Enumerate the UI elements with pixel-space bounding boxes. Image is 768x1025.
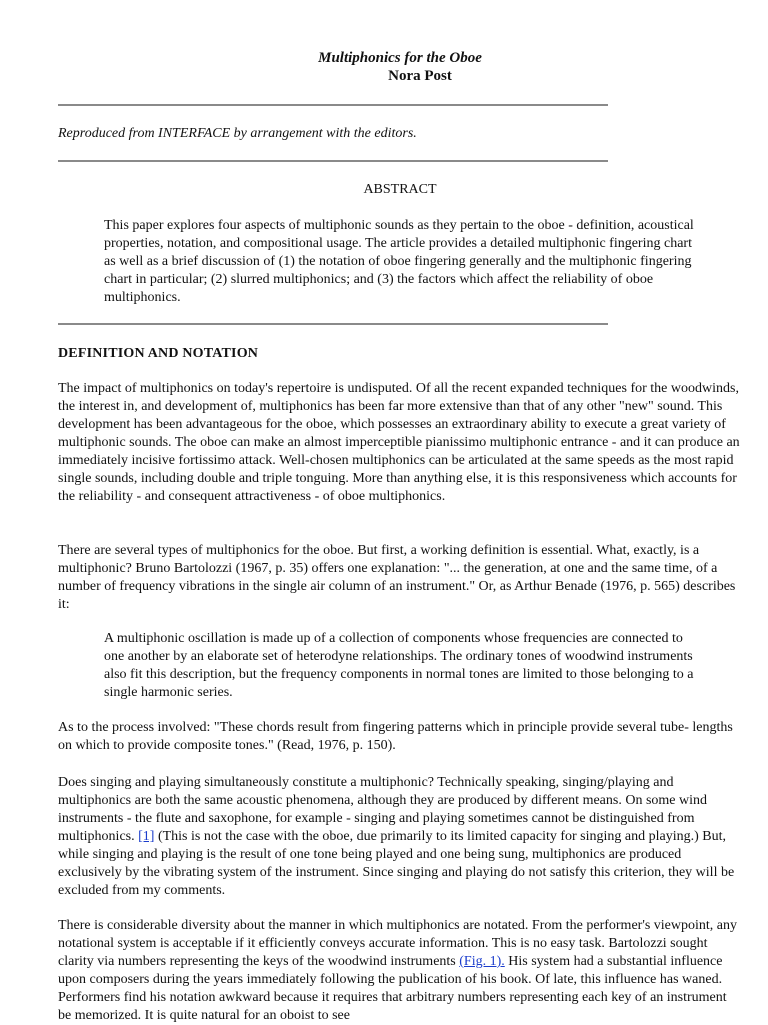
paper-author: Nora Post bbox=[388, 68, 452, 84]
abstract-text: This paper explores four aspects of multiphonic sounds as they pertain to the oboe - definition, acoustical properties, notation, and compositional usage. The article provides a detailed multiphonic fingering chart as well as a brief discussion of (1) the notation of oboe fingering generally and the multiphonic fingering chart in particular; (2) slurred multiphonics; and (3) the factors which affect the reliability of oboe multiphonics. bbox=[104, 218, 694, 305]
paragraph-2: There are several types of multiphonics for the oboe. But first, a working definition is essential. What, exactly, is a multiphonic? Bruno Bartolozzi (1967, p. 35) offers one explanation: "... the generation, at one and the same time, of a number of frequency vibrations in the single air column of an instrument." Or, as Arthur Benade (1976, p. 565) describes it: bbox=[58, 543, 736, 612]
section-heading: DEFINITION AND NOTATION bbox=[58, 346, 259, 361]
block-quote: A multiphonic oscillation is made up of a collection of components whose frequencies are connected to one another by an elaborate set of heterodyne relationships. The ordinary tones of woodwind instruments also fit this description, but the frequency components in normal tones are limited to those belonging to a single harmonic series. bbox=[104, 631, 694, 700]
footnote-link-1[interactable]: [1] bbox=[138, 829, 155, 844]
title-block bbox=[58, 49, 742, 85]
figure-1-link[interactable]: (Fig. 1). bbox=[459, 954, 505, 969]
paragraph-4-text-a: Does singing and playing simultaneously constitute a multiphonic? Technically speaking, singing/playing and multiphonics are both the same acoustic phenomena, although they are produced by different means. On some wind instruments - the flute and saxophone, for example - singing and playing sometimes cannot be distinguished from multiphonics. bbox=[58, 775, 708, 844]
paragraph-5 bbox=[58, 917, 742, 1025]
paragraph-4 bbox=[58, 774, 742, 900]
paragraph-5-text-b: His system had a substantial influence upon composers during the years immediately following the publication of his book. Of late, this influence has waned. Performers find his notation awkward because it requires that arbitrary numbers representing each key of an instrument be memorized. It is quite natural for an oboist to see bbox=[58, 954, 727, 1023]
paragraph-3: As to the process involved: "These chords result from fingering patterns which in principle provide several tube- lengths on which to provide composite tones." (Read, 1976, p. 150). bbox=[58, 720, 733, 753]
paragraph-1: The impact of multiphonics on today's repertoire is undisputed. Of all the recent expanded techniques for the woodwinds, the interest in, and development of, multiphonics has been far more extensive than that of any other "new" sound. This development has been advantageous for the oboe, which possesses an extraordinary ability to execute a great variety of multiphonic sounds. The oboe can make an almost imperceptible pianissimo multiphonic entrance - and it can produce an immediately incisive fortissimo attack. Well-chosen multiphonics can be articulated at the same speeds as the most rapid single sounds, including double and triple tonguing. More than anything else, it is this responsiveness which accounts for the reliability - and consequent attractiveness - of oboe multiphonics. bbox=[58, 381, 740, 504]
divider-middle bbox=[58, 160, 608, 162]
paper-title: Multiphonics for the Oboe bbox=[318, 50, 482, 66]
paragraph-5-text-a: There is considerable diversity about the manner in which multiphonics are notated. From the performer's viewpoint, any notational system is acceptable if it efficiently conveys accurate information. This is no easy task. Bartolozzi sought clarity via numbers representing the keys of the woodwind instruments bbox=[58, 918, 737, 969]
divider-top bbox=[58, 104, 608, 106]
abstract-heading: ABSTRACT bbox=[363, 182, 437, 197]
paragraph-4-text-b: (This is not the case with the oboe, due primarily to its limited capacity for singing and playing.) But, while singing and playing is the result of one tone being played and one being sung, multiphonics are produced exclusively by the vibrating system of the instrument. Since singing and playing do not satisfy this criterion, they will be excluded from my comments. bbox=[58, 829, 735, 898]
reproduction-note: Reproduced from INTERFACE by arrangement with the editors. bbox=[58, 126, 417, 141]
divider-bottom bbox=[58, 323, 608, 325]
